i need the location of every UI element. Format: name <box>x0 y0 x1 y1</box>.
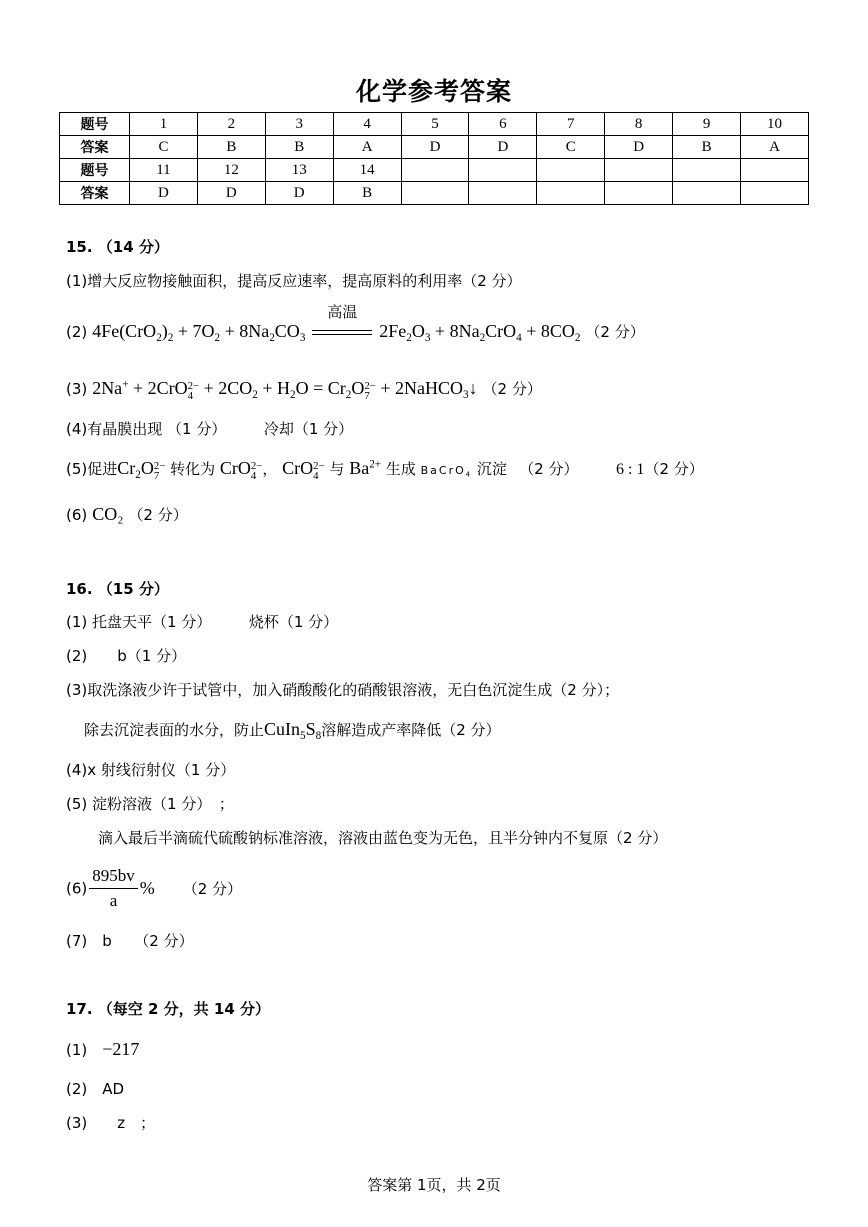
table-cell <box>673 182 741 205</box>
barium-chromate-formula: BaCrO$_4$ <box>420 464 473 479</box>
table-cell: 5 <box>401 113 469 136</box>
q15-header: 15. （14 分） <box>66 238 169 256</box>
ionic-equation: 2Na+ + 2CrO 2− 4 + $2CO_2 + H_2O = Cr_2O$ 2− 7 + 2NaHCO$_3$↓ <box>92 378 478 402</box>
q16-answer-4 <box>66 759 235 781</box>
chromate-formula: CrO 2− 4 <box>282 458 325 482</box>
q16-answer-3b <box>84 718 501 741</box>
table-cell: 4 <box>333 113 401 136</box>
q17-answer-2 <box>66 1078 124 1100</box>
q15-answer-2-label: (2) <box>66 323 88 341</box>
table-cell: 13 <box>265 159 333 182</box>
q16-answer-5-text: (5) 淀粉溶液（1 分） ； <box>66 795 234 813</box>
table-header-cell: 题号 <box>60 113 130 136</box>
q16-answer-6-label: (6) <box>66 879 88 898</box>
table-cell <box>605 182 673 205</box>
q16-answer-5b-text: 滴入最后半滴硫代硫酸钠标准溶液，溶液由蓝色变为无色，且半分钟内不复原（2 分） <box>98 829 668 847</box>
table-cell <box>741 182 809 205</box>
q15-answer-3 <box>66 377 542 402</box>
q16-answer-5 <box>66 793 234 815</box>
page-footer: 答案第 1页，共 2页 <box>367 1176 501 1194</box>
table-cell: 10 <box>741 113 809 136</box>
q16-header: 16. （15 分） <box>66 580 169 598</box>
equals-line-bottom <box>312 334 372 335</box>
q15-answer-3-score: （2 分） <box>482 380 542 398</box>
table-cell <box>469 159 537 182</box>
table-cell: D <box>469 136 537 159</box>
q16-answer-1 <box>66 611 338 633</box>
q15-answer-6 <box>66 503 188 526</box>
table-cell: C <box>130 136 198 159</box>
co2-formula: CO₂ <box>92 504 124 524</box>
q17-answer-1-label: (1) <box>66 1041 88 1059</box>
q16-answer-3 <box>66 679 619 701</box>
enthalpy-value: −217 <box>102 1039 140 1059</box>
ratio-value: 6 : 1 <box>615 461 645 478</box>
table-cell: 2 <box>197 113 265 136</box>
q15-answer-5-text-2: ， <box>262 460 283 478</box>
table-cell: 14 <box>333 159 401 182</box>
q15-answer-5-text-5: 沉淀 （2 分） <box>472 460 616 478</box>
table-cell <box>401 159 469 182</box>
q15-answer-4-text: (4)有晶膜出现 （1 分） 冷却（1 分） <box>66 420 354 438</box>
q16-answer-3b-text-2: 溶解造成产率降低（2 分） <box>321 721 501 739</box>
table-cell: B <box>333 182 401 205</box>
table-header-cell: 答案 <box>60 182 130 205</box>
q16-answer-5b <box>98 827 667 849</box>
q15-answer-5-text-4: 生成 <box>381 460 421 478</box>
table-cell: B <box>265 136 333 159</box>
table-row <box>60 113 809 136</box>
table-row <box>60 182 809 205</box>
q16-answer-7-text: (7) b （2 分） <box>66 932 194 950</box>
table-cell: 7 <box>537 113 605 136</box>
q16-answer-1-text: (1) 托盘天平（1 分） 烧杯（1 分） <box>66 613 339 631</box>
table-cell: 11 <box>130 159 198 182</box>
table-cell: D <box>401 136 469 159</box>
table-cell <box>469 182 537 205</box>
q15-answer-5-text-1: 转化为 <box>165 460 220 478</box>
dichromate-formula: $Cr_2O$ 2− 7 <box>117 458 166 482</box>
table-cell: D <box>197 182 265 205</box>
q15-answer-6-label: (6) <box>66 506 88 524</box>
table-cell: 9 <box>673 113 741 136</box>
table-cell <box>673 159 741 182</box>
table-cell: 3 <box>265 113 333 136</box>
chromate-formula: CrO 2− 4 <box>219 458 263 482</box>
q15-answer-4 <box>66 418 353 440</box>
q16-answer-7 <box>66 930 194 952</box>
equals-line-top <box>312 330 372 331</box>
q15-answer-5-text-3: 与 <box>324 460 350 478</box>
q16-answer-4-text: (4)x 射线衍射仪（1 分） <box>66 761 236 779</box>
q17-answer-2-text: (2) AD <box>66 1080 125 1098</box>
chemical-equation-products: $2Fe_2O_3 + 8Na_2CrO_4 + 8CO_2$ <box>379 321 581 344</box>
q15-answer-3-label: (3) <box>66 380 88 398</box>
q16-answer-2 <box>66 645 186 667</box>
q16-answer-3b-text-1: 除去沉淀表面的水分，防止 <box>84 721 265 739</box>
q15-answer-5-label: (5)促进 <box>66 460 118 478</box>
barium-ion-formula: $Ba^{2+}$ <box>349 458 382 478</box>
table-cell: D <box>265 182 333 205</box>
cuin5s8-formula: $CuIn_5S_8$ <box>264 719 322 742</box>
fraction-numerator: 895bv <box>89 866 138 889</box>
q17-answer-3-text: (3) z ； <box>66 1114 156 1132</box>
table-cell: B <box>197 136 265 159</box>
chemical-equation: $4Fe(CrO_2)_2 + 7O_2 + 8Na_2CO_3$ <box>92 321 306 344</box>
q16-answer-6-score: （2 分） <box>182 880 243 898</box>
q16-answer-2-text: (2) b（1 分） <box>66 647 187 665</box>
table-cell <box>605 159 673 182</box>
q15-answer-1-text: (1)增大反应物接触面积，提高反应速率，提高原料的利用率（2 分） <box>66 272 522 290</box>
q17-answer-1 <box>66 1038 139 1061</box>
table-row <box>60 159 809 182</box>
q15-answer-5 <box>66 457 704 482</box>
q17-answer-3 <box>66 1112 155 1134</box>
table-cell <box>537 159 605 182</box>
table-header-cell: 题号 <box>60 159 130 182</box>
table-cell: 6 <box>469 113 537 136</box>
fraction <box>89 866 138 911</box>
table-cell <box>741 159 809 182</box>
q15-answer-6-score: （2 分） <box>128 506 188 524</box>
table-cell: A <box>741 136 809 159</box>
table-cell <box>401 182 469 205</box>
table-cell: A <box>333 136 401 159</box>
q15-answer-2-score: （2 分） <box>585 323 645 341</box>
page-title: 化学参考答案 <box>355 77 512 106</box>
table-cell: C <box>537 136 605 159</box>
q15-answer-5-score-2: （2 分） <box>644 460 704 478</box>
q16-answer-6 <box>66 866 242 911</box>
table-cell: B <box>673 136 741 159</box>
table-cell: 12 <box>197 159 265 182</box>
table-row <box>60 136 809 159</box>
answer-table <box>59 112 809 205</box>
reaction-condition <box>312 303 372 344</box>
q15-answer-1 <box>66 270 522 292</box>
table-cell: D <box>605 136 673 159</box>
q15-answer-2 <box>66 303 645 344</box>
reaction-condition-label: 高温 <box>327 303 358 321</box>
fraction-denominator: a <box>109 891 118 910</box>
table-cell: D <box>130 182 198 205</box>
percent-sign: % <box>139 878 155 898</box>
table-cell: 1 <box>130 113 198 136</box>
q16-answer-3-text: (3)取洗涤液少许于试管中，加入硝酸酸化的硝酸银溶液，无白色沉淀生成（2 分）； <box>66 681 620 699</box>
q17-header: 17. （每空 2 分，共 14 分） <box>66 1000 270 1018</box>
table-cell: 8 <box>605 113 673 136</box>
table-header-cell: 答案 <box>60 136 130 159</box>
table-cell <box>537 182 605 205</box>
